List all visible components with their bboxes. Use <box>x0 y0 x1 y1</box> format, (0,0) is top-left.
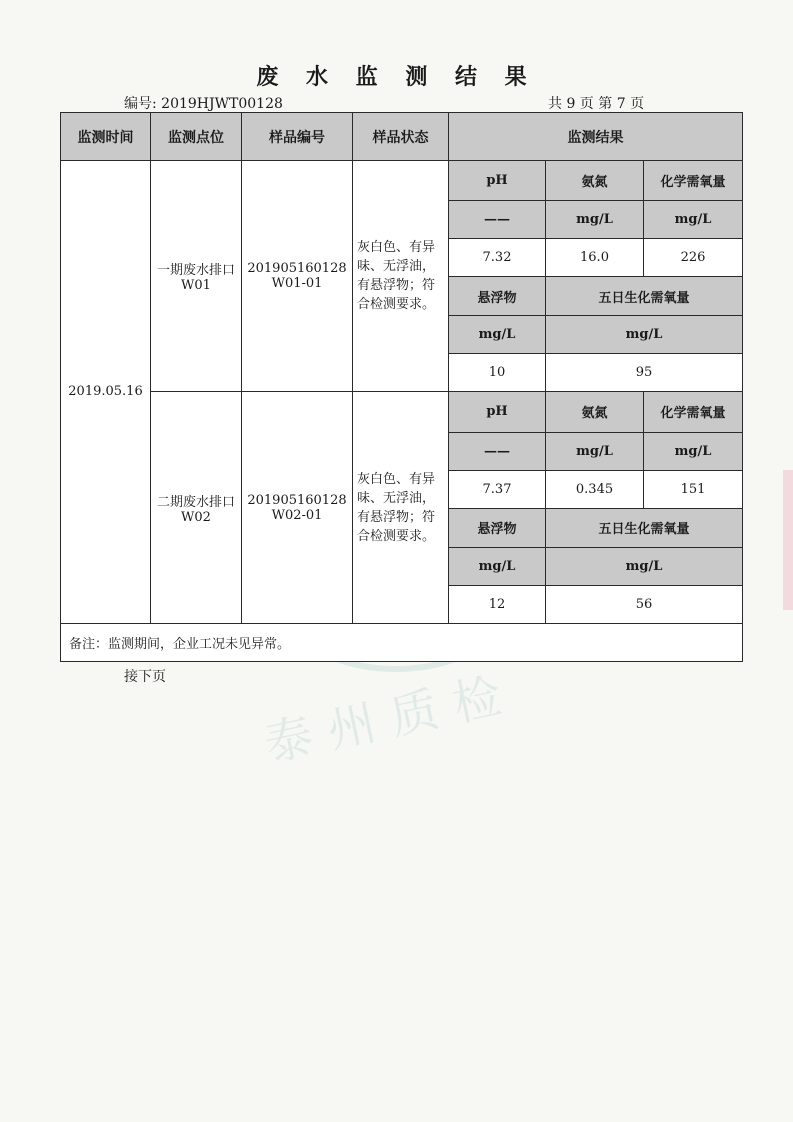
header-results: 监测结果 <box>449 113 743 161</box>
sample-state: 灰白色、有异味、无浮油，有悬浮物；符合检测要求。 <box>353 392 449 623</box>
value-ammonia: 16.0 <box>546 239 644 277</box>
unit-cod: mg/L <box>644 432 743 470</box>
unit-cod: mg/L <box>644 201 743 239</box>
header-point: 监测点位 <box>151 113 242 161</box>
unit-ph: —— <box>449 432 546 470</box>
remarks-note: 备注：监测期间，企业工况未见异常。 <box>61 623 743 661</box>
edge-seal-mark <box>783 470 793 610</box>
document-title: 废 水 监 测 结 果 <box>256 64 537 90</box>
param-ph-label: pH <box>449 161 546 201</box>
param-ammonia-label: 氨氮 <box>546 392 644 432</box>
sample-id: 201905160128 W02-01 <box>242 392 353 623</box>
param-ph-label: pH <box>449 392 546 432</box>
value-ph: 7.32 <box>449 239 546 277</box>
unit-bod: mg/L <box>546 316 743 354</box>
param-ss-label: 悬浮物 <box>449 277 546 316</box>
seal-stamp-text: 泰州质检 <box>259 664 522 773</box>
param-bod-label: 五日生化需氧量 <box>546 508 743 547</box>
continued-next-page: 接下页 <box>124 669 166 685</box>
param-cod-label: 化学需氧量 <box>644 161 743 201</box>
sampling-date: 2019.05.16 <box>61 161 151 624</box>
param-ss-label: 悬浮物 <box>449 508 546 547</box>
value-ss: 10 <box>449 354 546 392</box>
unit-ss: mg/L <box>449 547 546 585</box>
value-cod: 226 <box>644 239 743 277</box>
value-bod: 95 <box>546 354 743 392</box>
param-cod-label: 化学需氧量 <box>644 392 743 432</box>
header-sample: 样品编号 <box>242 113 353 161</box>
sample-state: 灰白色、有异味、无浮油，有悬浮物；符合检测要求。 <box>353 161 449 392</box>
unit-ph: —— <box>449 201 546 239</box>
header-state: 样品状态 <box>353 113 449 161</box>
value-ammonia: 0.345 <box>546 470 644 508</box>
report-number: 编号: 2019HJWT00128 <box>124 96 283 112</box>
value-ph: 7.37 <box>449 470 546 508</box>
value-ss: 12 <box>449 585 546 623</box>
param-ammonia-label: 氨氮 <box>546 161 644 201</box>
unit-ammonia: mg/L <box>546 432 644 470</box>
param-bod-label: 五日生化需氧量 <box>546 277 743 316</box>
value-cod: 151 <box>644 470 743 508</box>
header-time: 监测时间 <box>61 113 151 161</box>
unit-ammonia: mg/L <box>546 201 644 239</box>
monitoring-point: 二期废水排口 W02 <box>151 392 242 623</box>
unit-ss: mg/L <box>449 316 546 354</box>
unit-bod: mg/L <box>546 547 743 585</box>
sample-id: 201905160128 W01-01 <box>242 161 353 392</box>
page-info: 共 9 页 第 7 页 <box>548 96 645 112</box>
results-table <box>60 112 743 662</box>
monitoring-point: 一期废水排口 W01 <box>151 161 242 392</box>
value-bod: 56 <box>546 585 743 623</box>
